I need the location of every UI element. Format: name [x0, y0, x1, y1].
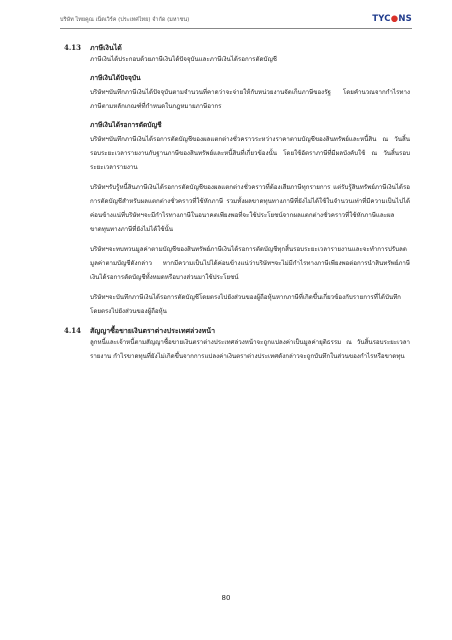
- company-logo: [372, 14, 412, 24]
- deferred-tax-paragraph-4: บริษัทฯจะบันทึกภาษีเงินได้รอการตัดบัญชีโดยตรงไปยังส่วนของผู้ถือหุ้นหากภาษีที่เกิดขึ้นเกี่ยวข้องกับรายการที่ได้บันทึกโดยตรงไปยังส่วนของผู้ถือหุ้น: [90, 294, 401, 315]
- section-number: 4.14: [64, 326, 82, 335]
- subheading-deferred-tax: ภาษีเงินได้รอการตัดบัญชี: [90, 121, 162, 129]
- section-heading-4-13: [64, 42, 410, 53]
- document-body: [64, 42, 410, 370]
- company-name: บริษัท ไทยคูณ เน็ตเวิร์ค (ประเทศไทย) จำกัด (มหาชน): [60, 17, 190, 23]
- page-header: [60, 14, 412, 29]
- section-title: ภาษีเงินได้: [90, 43, 122, 52]
- page-number: 80: [221, 594, 231, 602]
- current-tax-paragraph: บริษัทฯบันทึกภาษีเงินได้ปัจจุบันตามจำนวนที่คาดว่าจะจ่ายให้กับหน่วยงานจัดเก็บภาษีของรัฐ โดยคำนวณจากกำไรทางภาษีตามหลักเกณฑ์ที่กำหนดในกฎหมายภาษีอากร: [90, 89, 410, 110]
- deferred-tax-paragraph-3: บริษัทฯจะทบทวนมูลค่าตามบัญชีของสินทรัพย์ภาษีเงินได้รอการตัดบัญชีทุกสิ้นรอบระยะเวลารายงานและจะทำการปรับลดมูลค่าตามบัญชีดังกล่าว หากมีความเป็นไปได้ค่อนข้างแน่ว่าบริษัทฯจะไม่มีกำไรทางภาษีเพียงพอต่อการนำสินทรัพย์ภาษีเงินได้รอการตัดบัญชีทั้งหมดหรือบางส่วนมาใช้ประโยชน์: [90, 246, 410, 281]
- forward-contracts-paragraph: ลูกหนี้และเจ้าหนี้ตามสัญญาซื้อขายเงินตราต่างประเทศล่วงหน้าจะถูกแปลงค่าเป็นมูลค่ายุติธรรม ณ วันสิ้นรอบระยะเวลารายงาน กำไรขาดทุนที่ยังไม่เกิดขึ้นจากการแปลงค่าเงินตราต่างประเทศดังกล่าวจะถูกบันทึกในส่วนของกำไรหรือขาดทุน: [90, 339, 410, 360]
- logo-dot: ●: [390, 14, 399, 24]
- subheading-current-tax: ภาษีเงินได้ปัจจุบัน: [90, 74, 141, 82]
- logo-text-main: TYC: [372, 14, 391, 24]
- section-number: 4.13: [64, 43, 82, 52]
- section-intro-paragraph: ภาษีเงินได้ประกอบด้วยภาษีเงินได้ปัจจุบันและภาษีเงินได้รอการตัดบัญชี: [90, 56, 277, 63]
- logo-text-tail: NS: [398, 14, 412, 24]
- deferred-tax-paragraph-2: บริษัทฯรับรู้หนี้สินภาษีเงินได้รอการตัดบัญชีของผลแตกต่างชั่วคราวที่ต้องเสียภาษีทุกรายการ แต่รับรู้สินทรัพย์ภาษีเงินได้รอการตัดบัญชีสำหรับผลแตกต่างชั่วคราวที่ใช้หักภาษี รวมทั้งผลขาดทุนทางภาษีที่ยังไม่ได้ใช้ในจำนวนเท่าที่มีความเป็นไปได้ค่อนข้างแน่ที่บริษัทฯจะมีกำไรทางภาษีในอนาคตเพียงพอที่จะใช้ประโยชน์จากผลแตกต่างชั่วคราวที่ใช้หักภาษีและผลขาดทุนทางภาษีที่ยังไม่ได้ใช้นั้น: [90, 184, 410, 233]
- section-title: สัญญาซื้อขายเงินตราต่างประเทศล่วงหน้า: [90, 326, 216, 335]
- deferred-tax-paragraph-1: บริษัทฯบันทึกภาษีเงินได้รอการตัดบัญชีของผลแตกต่างชั่วคราวระหว่างราคาตามบัญชีของสินทรัพย์และหนี้สิน ณ วันสิ้นรอบระยะเวลารายงานกับฐานภาษีของสินทรัพย์และหนี้สินที่เกี่ยวข้องนั้น โดยใช้อัตราภาษีที่มีผลบังคับใช้ ณ วันสิ้นรอบระยะเวลารายงาน: [90, 136, 410, 171]
- section-heading-4-14: [64, 325, 410, 336]
